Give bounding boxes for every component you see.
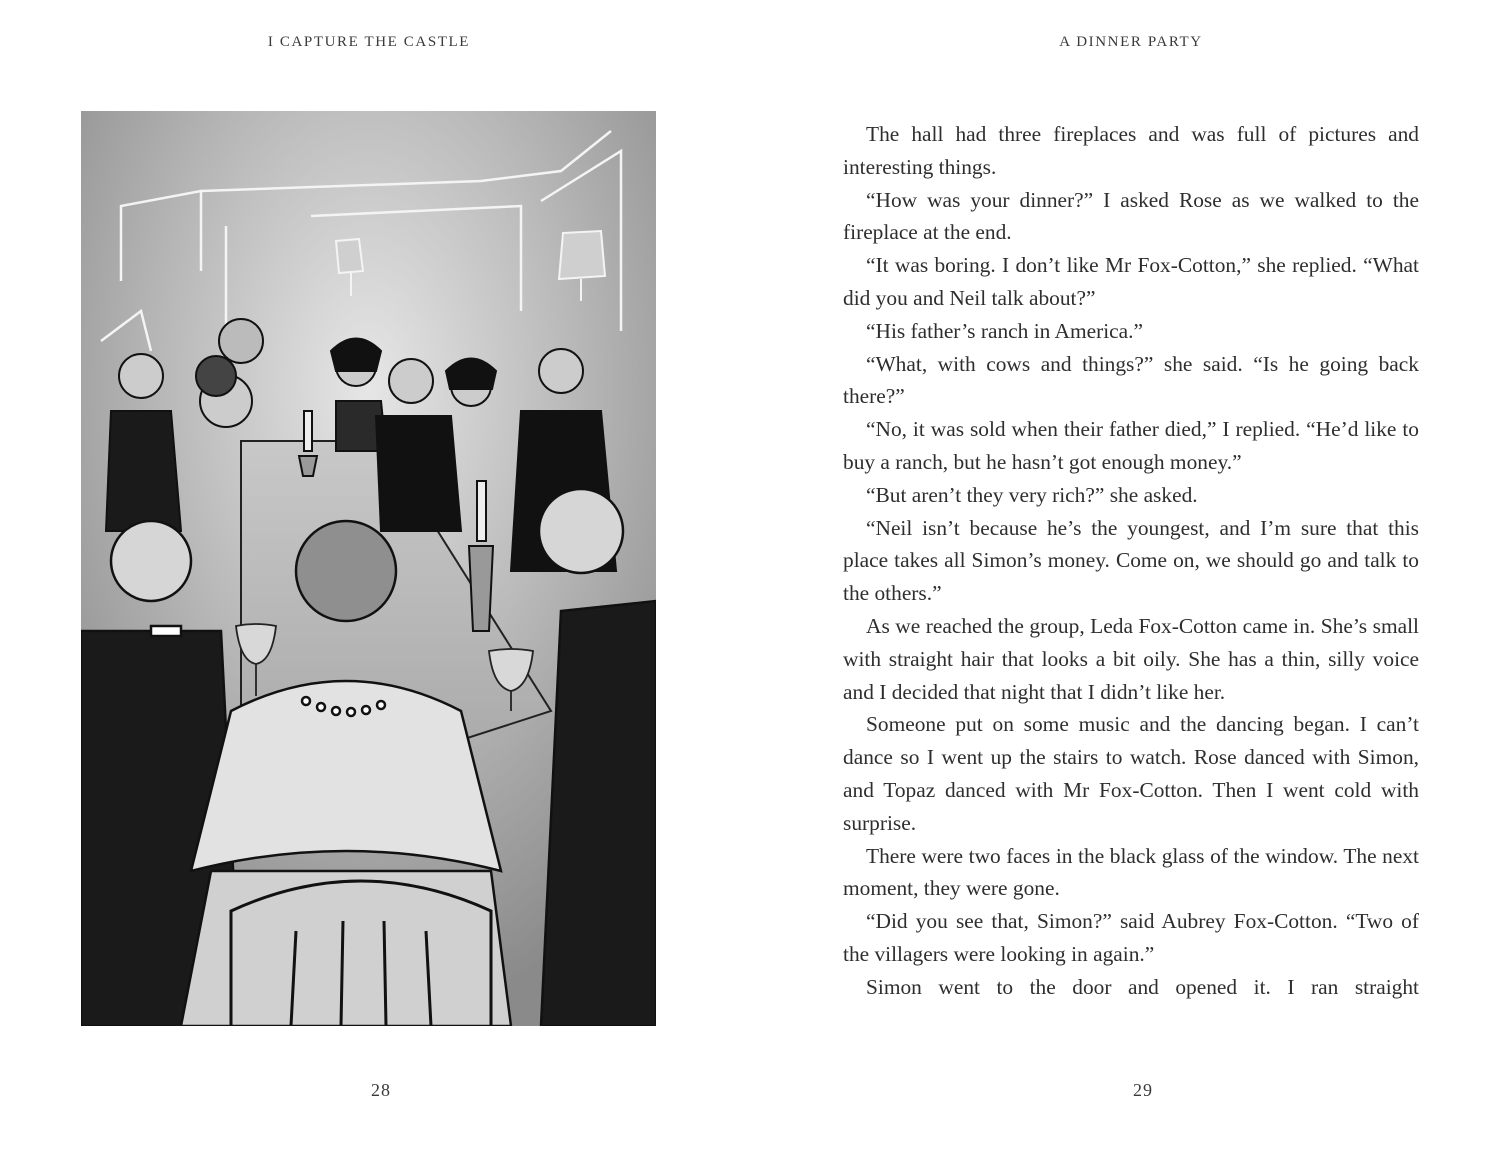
paragraph: “His father’s ranch in America.” (866, 318, 1143, 343)
foreground-guests (81, 489, 656, 1026)
page-number-right: 29 (1133, 1080, 1153, 1100)
paragraph: There were two faces in the black glass of the window. The next moment, they were gone. (843, 843, 1419, 901)
page-number-left: 28 (371, 1080, 391, 1100)
body-text (843, 118, 1419, 1004)
paragraph: As we reached the group, Leda Fox-Cotton came in. She’s small with straight hair that looks a bit oily. She has a thin, silly voice and I decided that night that I didn’t like her. (843, 613, 1419, 704)
paragraph: “It was boring. I don’t like Mr Fox-Cotton,” she replied. “What did you and Neil talk about?” (843, 253, 1419, 310)
paragraph: “But aren’t they very rich?” she asked. (866, 482, 1198, 507)
running-head-chapter-title: A DINNER PARTY (1059, 34, 1203, 50)
dinner-party-illustration (81, 111, 656, 1026)
paragraph: “No, it was sold when their father died,” I replied. “He’d like to buy a ranch, but he hasn’t got enough money.” (843, 417, 1419, 474)
paragraph: “Did you see that, Simon?” said Aubrey Fox-Cotton. “Two of the villagers were looking in again.” (843, 909, 1419, 966)
paragraph: Simon went to the door and opened it. I ran straight (866, 974, 1419, 999)
paragraph: “How was your dinner?” I asked Rose as we walked to the fireplace at the end. (843, 187, 1419, 245)
paragraph: Someone put on some music and the dancing began. I can’t dance so I went up the stairs to watch. Rose danced with Simon, and Topaz danced with Mr Fox-Cotton. Then I went cold with surprise. (843, 712, 1419, 835)
running-head-book-title: I CAPTURE THE CASTLE (267, 34, 471, 50)
paragraph: The hall had three fireplaces and was full of pictures and interesting things. (843, 122, 1419, 179)
right-page (750, 0, 1500, 1151)
paragraph: “What, with cows and things?” she said. “Is he going back there?” (843, 351, 1419, 409)
paragraph: “Neil isn’t because he’s the youngest, and I’m sure that this place takes all Simon’s money. Come on, we should go and talk to the others.” (843, 515, 1419, 606)
